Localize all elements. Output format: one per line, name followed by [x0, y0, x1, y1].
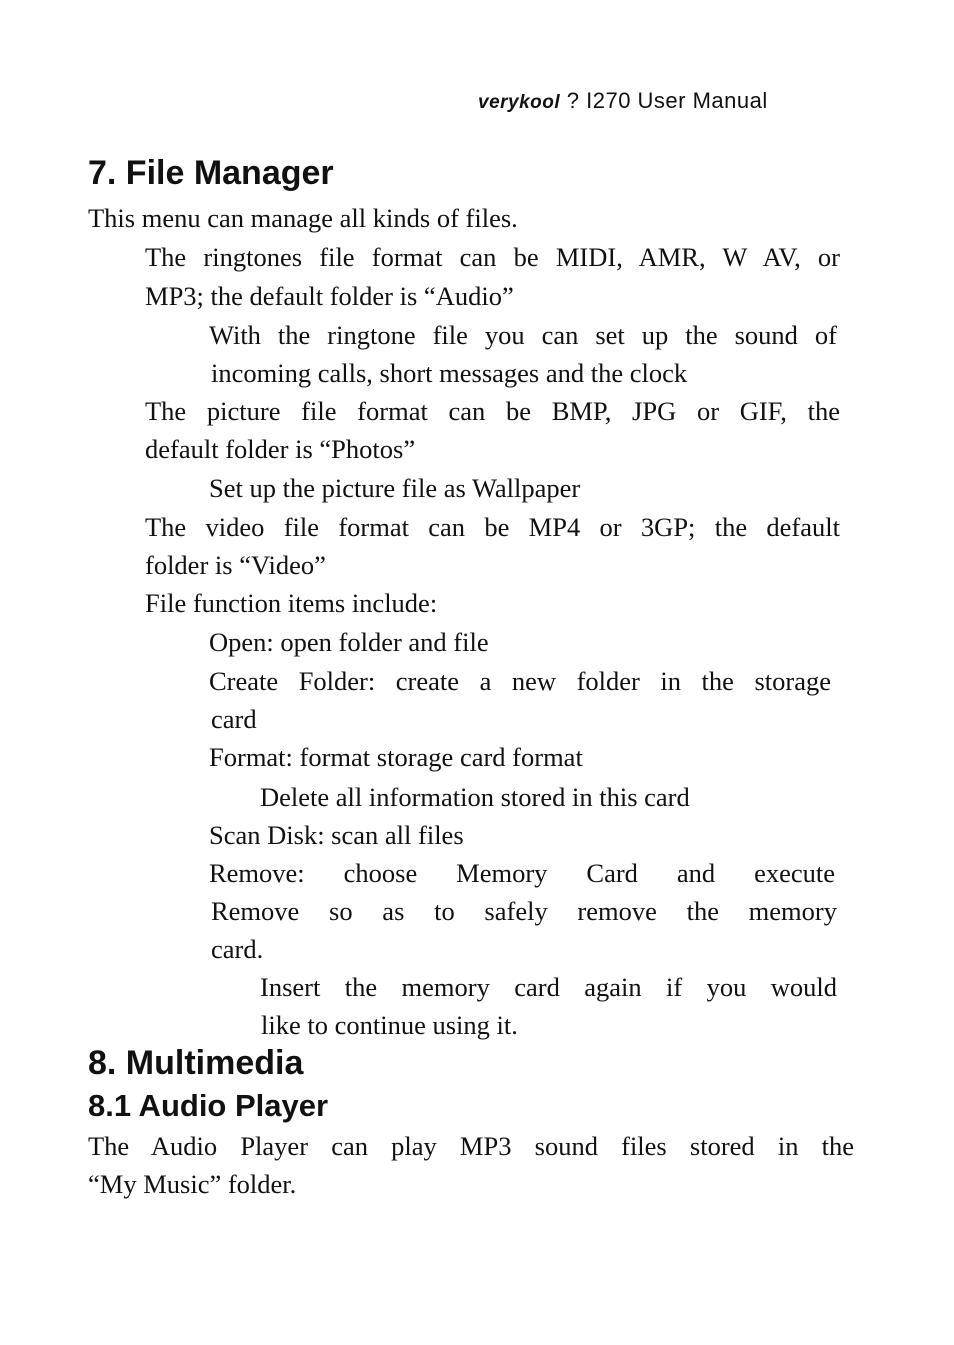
function-format-note: Delete all information stored in this card — [260, 782, 690, 812]
function-remove-line-1: Remove: choose Memory Card and execute — [209, 858, 835, 888]
section-heading-file-manager: 7. File Manager — [88, 154, 334, 192]
function-create-folder-line-1: Create Folder: create a new folder in the storage — [209, 666, 831, 696]
picture-format-line-1: The picture file format can be BMP, JPG or GIF, the — [145, 396, 840, 426]
picture-format-line-2: default folder is “Photos” — [145, 434, 416, 464]
picture-usage: Set up the picture file as Wallpaper — [209, 473, 581, 503]
function-remove-line-2: Remove so as to safely remove the memory — [211, 896, 837, 926]
brand-name: verykool — [478, 92, 561, 113]
audio-player-line-1: The Audio Player can play MP3 sound files stored in the — [88, 1131, 854, 1161]
section-heading-multimedia: 8. Multimedia — [88, 1044, 304, 1082]
subsection-heading-audio-player: 8.1 Audio Player — [88, 1088, 329, 1123]
function-create-folder-line-2: card — [211, 704, 257, 734]
function-remove-line-3: card. — [211, 934, 264, 964]
functions-intro: File function items include: — [145, 588, 438, 618]
insert-note-line-1: Insert the memory card again if you would — [260, 972, 837, 1002]
ringtone-usage-line-2: incoming calls, short messages and the clock — [211, 358, 688, 388]
ringtones-format-line-2: MP3; the default folder is “Audio” — [145, 281, 514, 311]
video-format-line-1: The video file format can be MP4 or 3GP; the default — [145, 512, 840, 542]
header-title: ? I270 User Manual — [560, 88, 768, 113]
audio-player-line-2: “My Music” folder. — [88, 1169, 297, 1199]
insert-note-line-2: like to continue using it. — [261, 1010, 518, 1040]
ringtone-usage-line-1: With the ringtone file you can set up the sound of — [209, 320, 837, 350]
function-open: Open: open folder and file — [209, 627, 489, 657]
running-header — [478, 88, 768, 114]
function-scan-disk: Scan Disk: scan all files — [209, 820, 464, 850]
function-format: Format: format storage card format — [209, 742, 583, 772]
intro-paragraph: This menu can manage all kinds of files. — [88, 203, 518, 233]
video-format-line-2: folder is “Video” — [145, 550, 326, 580]
ringtones-format-line-1: The ringtones file format can be MIDI, AMR, W AV, or — [145, 242, 840, 272]
